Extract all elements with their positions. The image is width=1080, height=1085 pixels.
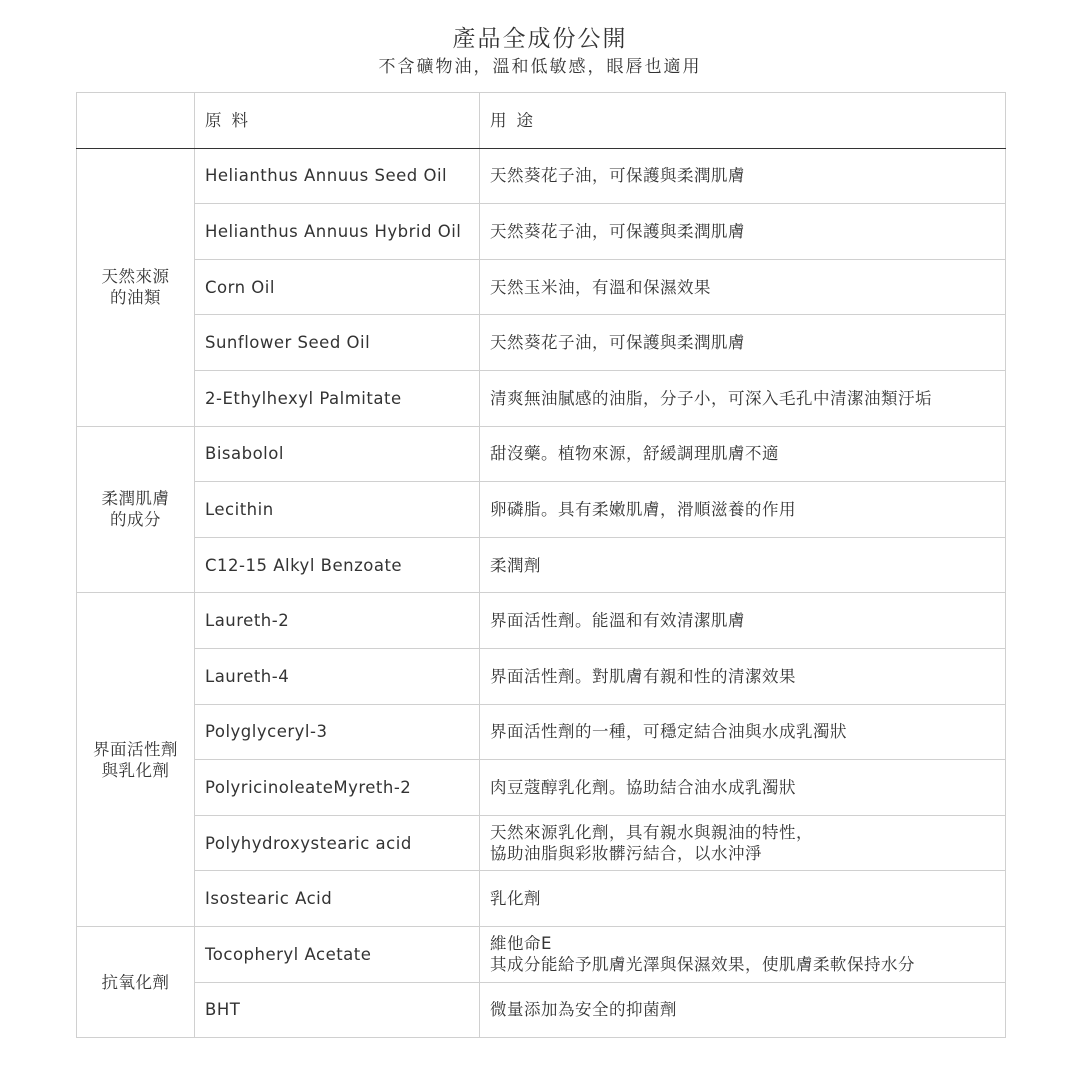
table-row	[77, 259, 1006, 315]
header-category	[77, 93, 195, 149]
ingredient-cell: Laureth-2	[195, 593, 480, 649]
use-cell: 清爽無油膩感的油脂，分子小，可深入毛孔中清潔油類汙垢	[480, 370, 1006, 426]
table-row	[77, 370, 1006, 426]
ingredient-cell: Helianthus Annuus Hybrid Oil	[195, 204, 480, 260]
table-row	[77, 982, 1006, 1038]
use-cell: 界面活性劑的一種，可穩定結合油與水成乳濁狀	[480, 704, 1006, 760]
table-row	[77, 204, 1006, 260]
table-row	[77, 704, 1006, 760]
use-cell: 卵磷脂。具有柔嫩肌膚，滑順滋養的作用	[480, 482, 1006, 538]
category-cell: 天然來源 的油類	[77, 148, 195, 426]
use-cell: 天然葵花子油，可保護與柔潤肌膚	[480, 315, 1006, 371]
table-row	[77, 482, 1006, 538]
ingredient-cell: Tocopheryl Acetate	[195, 926, 480, 982]
ingredient-cell: Helianthus Annuus Seed Oil	[195, 148, 480, 204]
ingredient-cell: Corn Oil	[195, 259, 480, 315]
use-cell: 天然葵花子油，可保護與柔潤肌膚	[480, 204, 1006, 260]
use-cell: 維他命E 其成分能給予肌膚光澤與保濕效果，使肌膚柔軟保持水分	[480, 926, 1006, 982]
ingredient-cell: Sunflower Seed Oil	[195, 315, 480, 371]
ingredient-cell: C12-15 Alkyl Benzoate	[195, 537, 480, 593]
use-cell: 乳化劑	[480, 871, 1006, 927]
use-cell: 肉豆蔻醇乳化劑。協助結合油水成乳濁狀	[480, 760, 1006, 816]
ingredient-cell: Laureth-4	[195, 648, 480, 704]
table-row	[77, 426, 1006, 482]
category-cell: 柔潤肌膚 的成分	[77, 426, 195, 593]
header-use: 用途	[480, 93, 1006, 149]
use-cell: 界面活性劑。對肌膚有親和性的清潔效果	[480, 648, 1006, 704]
page-subtitle: 不含礦物油，溫和低敏感，眼唇也適用	[378, 57, 702, 77]
table-row	[77, 315, 1006, 371]
ingredient-cell: Polyhydroxystearic acid	[195, 815, 480, 871]
use-cell: 界面活性劑。能溫和有效清潔肌膚	[480, 593, 1006, 649]
use-cell: 天然玉米油，有溫和保濕效果	[480, 259, 1006, 315]
table-row	[77, 148, 1006, 204]
ingredient-cell: Isostearic Acid	[195, 871, 480, 927]
ingredient-cell: BHT	[195, 982, 480, 1038]
category-cell: 抗氧化劑	[77, 926, 195, 1037]
table-row	[77, 815, 1006, 871]
table-row	[77, 537, 1006, 593]
ingredient-cell: PolyricinoleateMyreth-2	[195, 760, 480, 816]
ingredient-table	[76, 92, 1006, 1038]
table-row	[77, 760, 1006, 816]
ingredient-cell: Bisabolol	[195, 426, 480, 482]
ingredient-cell: Lecithin	[195, 482, 480, 538]
use-cell: 天然葵花子油，可保護與柔潤肌膚	[480, 148, 1006, 204]
ingredient-cell: 2-Ethylhexyl Palmitate	[195, 370, 480, 426]
use-cell: 天然來源乳化劑，具有親水與親油的特性， 協助油脂與彩妝髒污結合，以水沖淨	[480, 815, 1006, 871]
table-header-row	[77, 93, 1006, 149]
table-row	[77, 648, 1006, 704]
table-row	[77, 871, 1006, 927]
table-row	[77, 926, 1006, 982]
page-title: 產品全成份公開	[452, 26, 628, 52]
ingredient-cell: Polyglyceryl-3	[195, 704, 480, 760]
table-row	[77, 593, 1006, 649]
use-cell: 甜沒藥。植物來源，舒緩調理肌膚不適	[480, 426, 1006, 482]
use-cell: 微量添加為安全的抑菌劑	[480, 982, 1006, 1038]
use-cell: 柔潤劑	[480, 537, 1006, 593]
category-cell: 界面活性劑 與乳化劑	[77, 593, 195, 927]
header-ingredient: 原料	[195, 93, 480, 149]
